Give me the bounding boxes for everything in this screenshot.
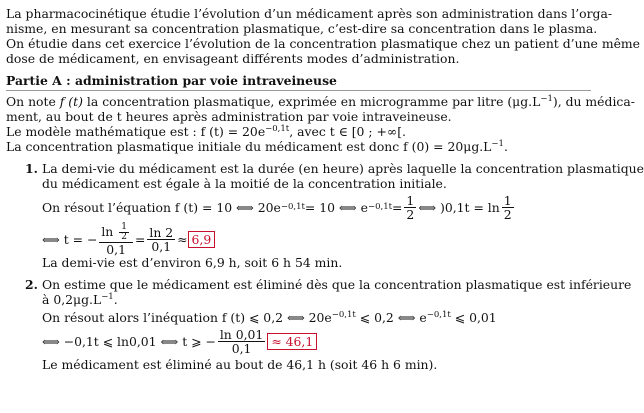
definition-line-2: ment, au bout de t heures après administration par voie intraveineuse. [6,109,452,124]
q1-line-1: La demi-vie du médicament est la durée (en heure) après laquelle la concentration plasmatique [42,161,644,176]
intro-paragraph [6,6,640,66]
fraction-ln-one-half: $\frac{1}{2}$ [503,192,512,222]
fraction-ln2-over-0-1: $\frac{\ln 2}{0,1}$ [149,224,174,254]
q1-line-2: du médicament est égale à la moitié de la concentration initiale. [42,176,447,191]
q2-conclusion: Le médicament est éliminé au bout de 46,1 h (soit 46 h 6 min). [42,357,438,372]
q1-conclusion: La demi-vie est d’environ 6,9 h, soit 6 h 54 min. [42,255,343,270]
question-2-number: 2. [25,277,38,292]
q2-inequation-1: On résout alors l’inéquation f (t) ⩽ 0,2 ⟺ $20e^{-0,1t}$ ⩽ 0,2 ⟺ $e^{-0,1t}$ ⩽ 0,01 [42,309,497,325]
intro-line-4: dose de médicament, en envisageant différents modes d’administration. [6,51,460,66]
initial-concentration-line: La concentration plasmatique initiale du médicament est donc f $(0) = 20\mu g.L^{-1}$. [6,138,508,154]
definition-line-1: On note f (t) la concentration plasmatique, exprimée en microgramme par litre $(\mu g.L^{-1})$, du médica- [6,93,635,109]
q1-result-box: 6,9 [188,231,216,248]
q2-result-box: ≈ 46,1 [267,333,317,350]
intro-line-1: La pharmacocinétique étudie l’évolution d’un médicament après son administration dans l’orga- [6,6,613,21]
intro-line-2: nisme, en mesurant sa concentration plasmatique, c’est-dire sa concentration dans le plasma. [6,21,598,36]
fraction-ln001-over-0-1: $\frac{\ln 0,01}{0,1}$ [219,326,264,356]
fraction-ln-half-over-0-1: ln $\frac{1}{2}$ 0,1 [99,223,133,256]
question-1-number: 1. [25,161,38,176]
heading-divider [6,90,591,91]
intro-line-3: On étudie dans cet exercice l’évolution de la concentration plasmatique chez un patient d’une même [6,36,640,51]
q2-line-1: On estime que le médicament est éliminé dès que la concentration plasmatique est inférieure [42,277,632,292]
q2-line-2: à $0,2\mu g.L^{-1}$. [42,291,118,307]
q2-inequation-2: ⟺ −0,1t ⩽ ln0,01 ⟺ t ⩾ − $\frac{\ln 0,01}{0,1}$ ≈ 46,1 [42,325,591,357]
q1-equation-1: On résout l’équation f (t) = 10 ⟺ 20e −0,1t = 10 ⟺ e −0,1t = $\frac{1}{2}$ ⟺ )0,1t = ln $\frac{1}{2}$ [42,192,512,222]
model-line: Le modèle mathématique est : f $(t) = 20e^{-0,1t}$, avec t ∈ [0 ; +∞[. [6,123,406,139]
q1-equation-2: ⟺ t = − ln $\frac{1}{2}$ 0,1 = $\frac{\ln 2}{0,1}$ ≈ 6,9 [42,223,591,255]
fraction-half-small: $\frac{1}{2}$ [121,221,127,242]
fraction-one-half: $\frac{1}{2}$ [406,192,415,222]
question-2 [6,277,632,372]
part-a-title: Partie A : administration par voie intraveineuse [6,73,337,88]
part-a-definition [6,93,635,154]
question-1 [6,161,644,270]
